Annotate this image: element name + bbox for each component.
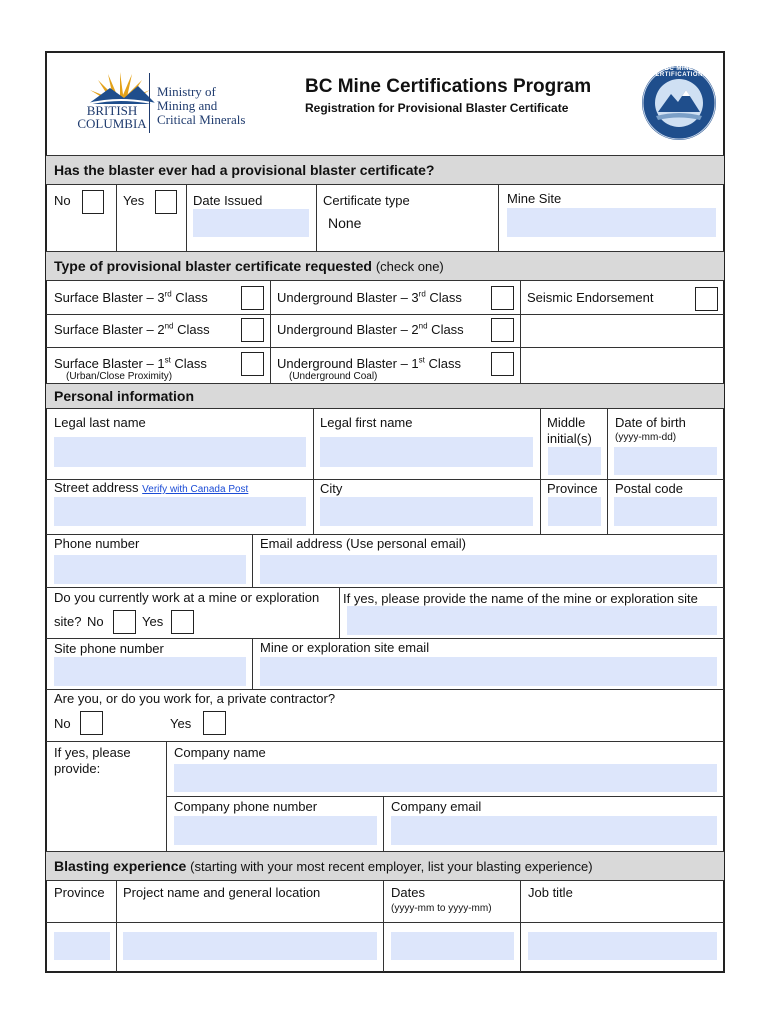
surface-3rd-label: Surface Blaster – 3rd Class [54,289,208,305]
exp-job-title-label: Job title [528,885,573,900]
sun-mountain-icon [80,68,160,104]
underground-1st-checkbox[interactable] [491,352,514,376]
seismic-label: Seismic Endorsement [527,290,654,305]
postal-code-label: Postal code [615,481,683,496]
dob-format: (yyyy-mm-dd) [615,432,677,443]
exp-job-title-field[interactable] [528,932,717,960]
contractor-no-checkbox[interactable] [80,711,103,735]
section-previous-certificate [46,155,724,185]
section1-heading: Has the blaster ever had a provisional blaster certificate? [54,162,435,178]
site-phone-field[interactable] [54,657,246,686]
underground-2nd-label: Underground Blaster – 2nd Class [277,321,464,337]
last-name-label: Legal last name [54,415,146,430]
exp-dates-label: Dates [391,885,425,900]
email-label: Email address (Use personal email) [260,536,466,551]
street-label: Street address Verify with Canada Post [54,480,249,495]
site-email-field[interactable] [260,657,717,686]
street-field[interactable] [54,497,306,526]
surface-1st-checkbox[interactable] [241,352,264,376]
surface-3rd-checkbox[interactable] [241,286,264,310]
first-name-field[interactable] [320,437,533,467]
company-email-field[interactable] [391,816,717,845]
mine-certifications-seal [640,64,718,142]
exp-project-label: Project name and general location [123,885,321,900]
postal-code-field[interactable] [614,497,717,526]
prev-yes-label: Yes [123,193,145,208]
seal-text: BC MINE CERTIFICATIONS [650,66,708,78]
logo-british: BRITISH [86,103,138,118]
province-field[interactable] [548,497,601,526]
city-field[interactable] [320,497,533,526]
logo-columbia: COLUMBIA [77,116,147,131]
mine-site-label: Mine Site [507,191,562,206]
underground-3rd-label: Underground Blaster – 3rd Class [277,289,462,305]
work-yes-checkbox[interactable] [171,610,194,634]
dob-label: Date of birth [615,415,686,430]
ministry-line2: Mining and [157,98,218,113]
phone-field[interactable] [54,555,246,584]
bc-government-logo [72,68,252,138]
contractor-question: Are you, or do you work for, a private contractor? [54,691,336,706]
section2-heading-note: (check one) [375,259,444,274]
underground-2nd-checkbox[interactable] [491,318,514,342]
work-at-mine-question-cont: site? [54,614,82,629]
site-phone-label: Site phone number [54,641,164,656]
middle-initial-label: Middle initial(s) [547,415,592,446]
email-field[interactable] [260,555,717,584]
seismic-checkbox[interactable] [695,287,718,311]
exp-province-label: Province [54,885,105,900]
prev-no-label: No [54,193,71,208]
company-phone-label: Company phone number [174,799,318,814]
exp-province-field[interactable] [54,932,110,960]
company-phone-field[interactable] [174,816,377,845]
if-yes-provide-label: If yes, please provide: [54,745,131,776]
first-name-label: Legal first name [320,415,413,430]
section2-heading: Type of provisional blaster certificate requested [54,258,372,274]
certificate-type-label: Certificate type [323,193,410,208]
surface-1st-note: (Urban/Close Proximity) [66,371,173,382]
underground-1st-label: Underground Blaster – 1st Class [277,355,462,371]
experience-heading: Blasting experience [54,858,187,874]
work-at-mine-question: Do you currently work at a mine or exploration [54,590,320,605]
contractor-no-label: No [54,716,71,731]
section-blasting-experience [46,851,724,881]
company-name-field[interactable] [174,764,717,792]
section-certificate-type [46,251,724,281]
mine-site-field[interactable] [507,208,716,237]
company-name-label: Company name [174,745,266,760]
section-personal-info [46,383,724,409]
exp-dates-format: (yyyy-mm to yyyy-mm) [391,903,492,914]
surface-1st-label: Surface Blaster – 1st Class [54,355,207,371]
ministry-line3: Critical Minerals [157,112,246,127]
work-no-label: No [87,614,104,629]
middle-initial-field[interactable] [548,447,601,475]
mine-name-question: If yes, please provide the name of the mine or exploration site [343,591,698,606]
experience-heading-note: (starting with your most recent employer, list your blasting experience) [190,859,593,874]
last-name-field[interactable] [54,437,306,467]
site-email-label: Mine or exploration site email [260,640,430,655]
city-label: City [320,481,343,496]
ministry-line1: Ministry of [157,84,216,99]
mine-name-field[interactable] [347,606,717,635]
work-no-checkbox[interactable] [113,610,136,634]
contractor-yes-label: Yes [170,716,192,731]
date-issued-field[interactable] [193,209,309,237]
verify-canada-post-link[interactable]: Verify with Canada Post [142,484,249,495]
underground-3rd-checkbox[interactable] [491,286,514,310]
prev-yes-checkbox[interactable] [155,190,177,214]
date-issued-label: Date Issued [193,193,263,208]
dob-field[interactable] [614,447,717,475]
exp-project-field[interactable] [123,932,377,960]
prev-no-checkbox[interactable] [82,190,104,214]
surface-2nd-checkbox[interactable] [241,318,264,342]
work-yes-label: Yes [142,614,164,629]
personal-heading: Personal information [54,388,195,404]
province-label: Province [547,481,598,496]
certificate-type-value[interactable]: None [328,215,362,231]
form-subtitle: Registration for Provisional Blaster Certificate [305,101,569,115]
phone-label: Phone number [54,536,140,551]
underground-1st-note: (Underground Coal) [289,371,378,382]
form-title: BC Mine Certifications Program [305,76,592,97]
exp-dates-field[interactable] [391,932,514,960]
contractor-yes-checkbox[interactable] [203,711,226,735]
company-email-label: Company email [391,799,482,814]
surface-2nd-label: Surface Blaster – 2nd Class [54,321,210,337]
